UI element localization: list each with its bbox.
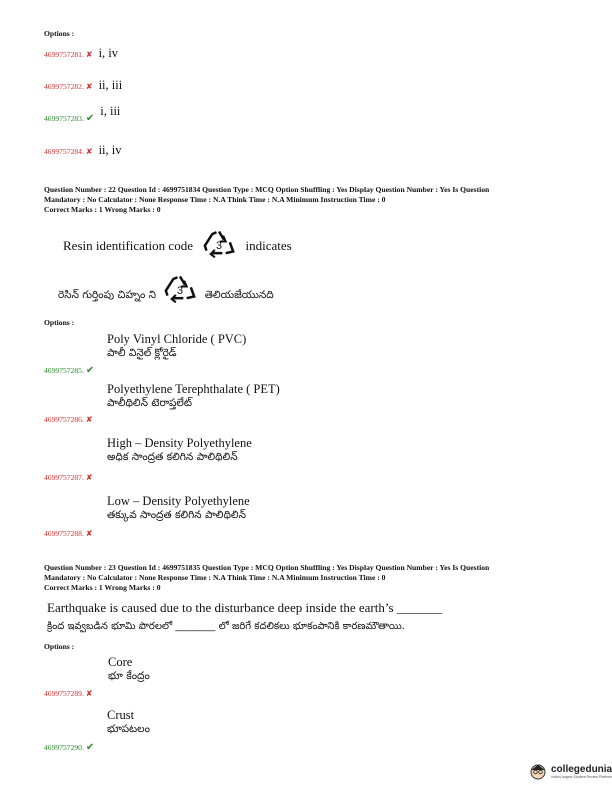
brand-name: collegedunia — [551, 763, 612, 775]
option-id: 4699757283. — [44, 114, 84, 123]
option-id-row — [44, 523, 93, 541]
question-meta — [44, 563, 604, 593]
option-en: Low – Density Polyethylene — [107, 494, 250, 508]
resin-code-number: 3 — [216, 240, 223, 252]
correct-icon: ✔ — [85, 365, 95, 376]
option-en: Core — [108, 655, 133, 669]
options-label: Options : — [44, 318, 75, 327]
option-text-en — [107, 436, 252, 466]
option-text-en — [107, 332, 246, 362]
option-te: పాలీ వినైల్ క్లోరైడ్ — [107, 347, 177, 359]
option-id: 4699757290. — [44, 743, 84, 752]
wrong-icon: ✘ — [85, 50, 93, 59]
wrong-icon: ✘ — [85, 529, 93, 538]
question-text-en: Earthquake is caused due to the disturbance deep inside the earth’s _______ — [47, 600, 443, 615]
option-id: 4699757285. — [44, 366, 84, 375]
option-id: 4699757289. — [44, 689, 84, 698]
option-text: i, iv — [98, 46, 119, 60]
option-row — [44, 104, 121, 126]
option-text: ii, iii — [98, 78, 123, 92]
option-id-row — [44, 360, 94, 378]
correct-icon: ✔ — [85, 742, 95, 753]
option-id-row — [44, 683, 93, 701]
option-id: 4699757287. — [44, 473, 84, 482]
option-text: ii, iv — [98, 143, 122, 157]
option-id-row — [44, 467, 93, 485]
option-en: Polyethylene Terephthalate ( PET) — [107, 382, 280, 396]
option-te: భూపటలం — [107, 723, 150, 735]
question-text-te — [58, 280, 274, 310]
option-te: తక్కువ సాంద్రత కలిగిన పాలిథిలిన్ — [107, 509, 246, 521]
question-text-pre: Resin identification code — [63, 237, 193, 253]
wrong-icon: ✘ — [85, 473, 93, 482]
question-text-te-post: తెలియజేయునది — [204, 289, 274, 301]
option-text-en — [107, 708, 150, 738]
option-row — [44, 44, 118, 62]
question-text-te: క్రింద ఇవ్వబడిన భూమి పొరలలో ________ లో జరిగే కదలికలు భూకంపానికి కారణమౌతాయి. — [47, 621, 405, 632]
option-id-row — [44, 409, 93, 427]
question-text-en — [63, 232, 292, 262]
option-id: 4699757288. — [44, 529, 84, 538]
option-id: 4699757284. — [44, 147, 84, 156]
option-row — [44, 141, 122, 159]
option-text: i, iii — [100, 104, 121, 118]
option-id: 4699757286. — [44, 415, 84, 424]
option-en: Poly Vinyl Chloride ( PVC) — [107, 332, 247, 346]
option-te: భూ కేంద్రం — [108, 670, 150, 682]
mascot-logo-icon — [528, 762, 548, 782]
option-id: 4699757282. — [44, 82, 84, 91]
option-id: 4699757281. — [44, 50, 84, 59]
brand-watermark — [528, 762, 612, 782]
question-text-post: indicates — [245, 237, 292, 253]
brand-tagline: India's largest Student Review Platform — [551, 774, 612, 779]
option-te: పాలీథిలిన్ టెరాప్తలేట్ — [107, 397, 192, 409]
question-meta-line-2: Mandatory : No Calculator : None Response Time : N.A Think Time : N.A Minimum Instruction Time : 0 — [44, 573, 386, 582]
question-text-te-pre: రెసిన్ గుర్తింపు చిహ్నం ని — [58, 289, 157, 301]
wrong-icon: ✘ — [85, 147, 93, 156]
option-row — [44, 76, 122, 94]
question-meta — [44, 185, 604, 215]
option-en: High – Density Polyethylene — [107, 436, 252, 450]
wrong-icon: ✘ — [85, 82, 93, 91]
wrong-icon: ✘ — [85, 689, 93, 698]
resin-code-number: 3 — [177, 285, 184, 297]
question-meta-line-1: Question Number : 23 Question Id : 4699751835 Question Type : MCQ Option Shuffling : Yes Display Question Number : Yes Is Question — [44, 563, 490, 572]
question-marks: Correct Marks : 1 Wrong Marks : 0 — [44, 205, 161, 214]
option-te: అధిక సాంద్రత కలిగిన పాలిథిలిన్ — [107, 451, 238, 463]
correct-icon: ✔ — [85, 113, 95, 124]
option-en: Crust — [107, 708, 135, 722]
option-text-en — [107, 494, 250, 524]
option-text-en — [108, 655, 150, 685]
resin-code-icon — [202, 229, 236, 259]
wrong-icon: ✘ — [85, 415, 93, 424]
options-label: Options : — [44, 642, 75, 651]
question-meta-line-2: Mandatory : No Calculator : None Response Time : N.A Think Time : N.A Minimum Instruction Time : 0 — [44, 195, 386, 204]
option-text-en — [107, 382, 280, 412]
options-label: Options : — [44, 29, 75, 38]
question-marks: Correct Marks : 1 Wrong Marks : 0 — [44, 583, 161, 592]
resin-code-icon — [163, 274, 197, 304]
question-meta-line-1: Question Number : 22 Question Id : 4699751834 Question Type : MCQ Option Shuffling : Yes Display Question Number : Yes Is Question — [44, 185, 490, 194]
option-id-row — [44, 737, 94, 755]
